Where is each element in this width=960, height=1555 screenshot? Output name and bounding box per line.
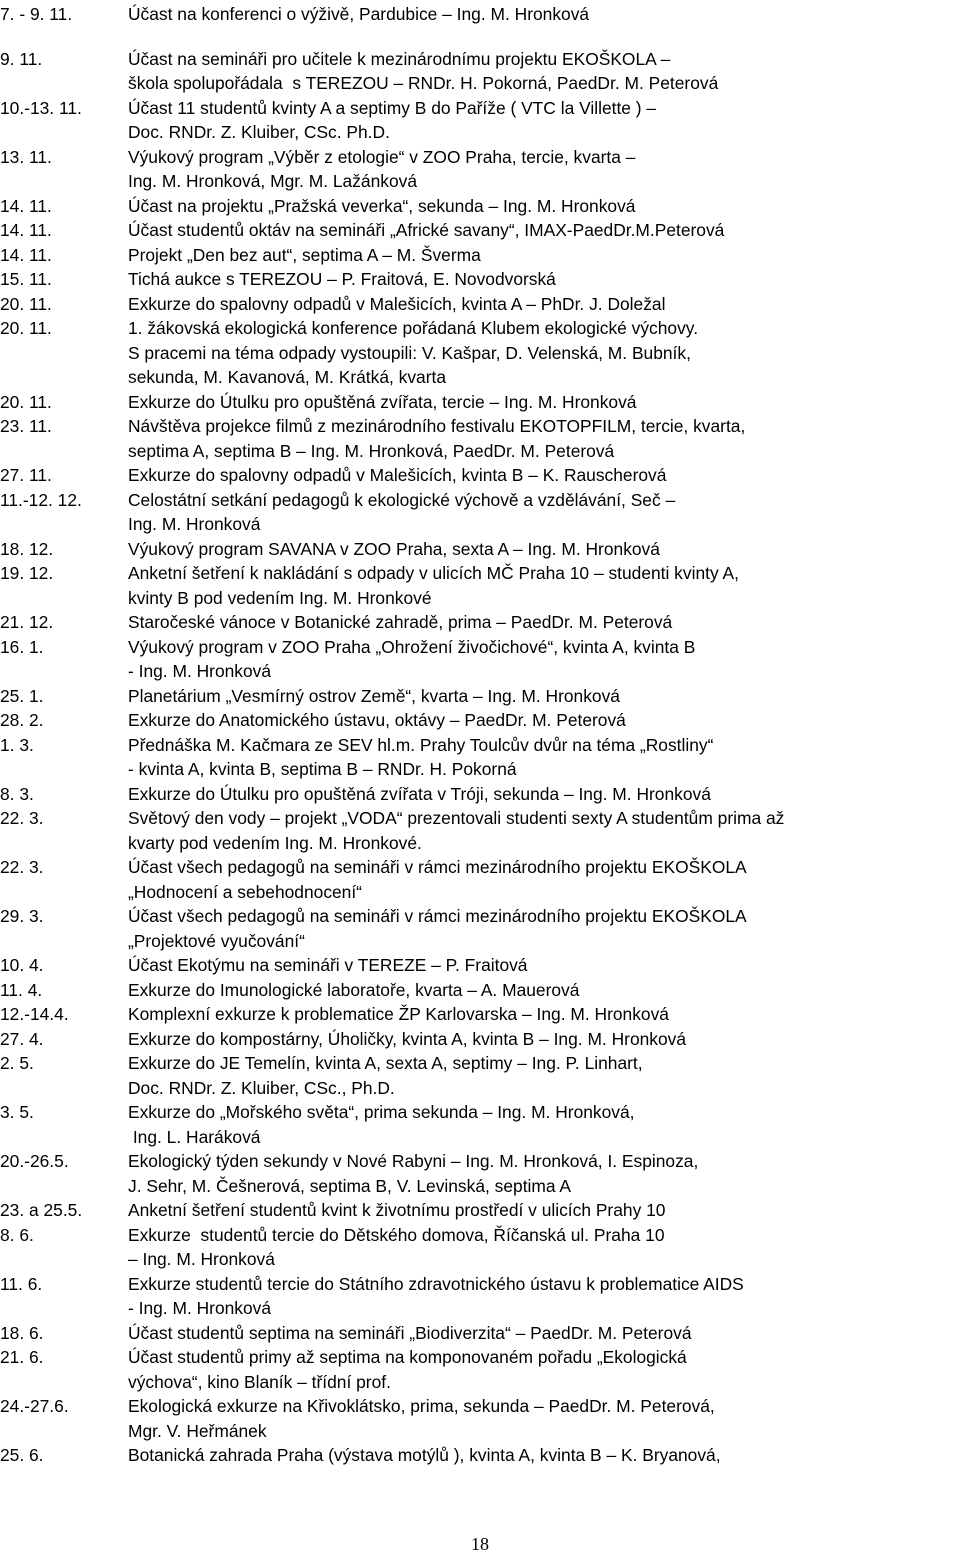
event-date: 22. 3.	[0, 857, 44, 877]
event-description	[128, 733, 960, 782]
event-line: Botanická zahrada Praha (výstava motýlů ), kvinta A, kvinta B – K. Bryanová,	[128, 1445, 721, 1465]
event-date: 8. 3.	[0, 783, 34, 804]
event-line: Ekologický týden sekundy v Nové Rabyni – Ing. M. Hronková, I. Espinoza,	[128, 1151, 699, 1171]
event-description	[128, 1223, 960, 1272]
event-description	[128, 1051, 960, 1100]
event-date: 7. - 9. 11.	[0, 4, 73, 24]
event-date: 2. 5.	[0, 1053, 34, 1073]
event-entry	[0, 218, 960, 243]
event-line: „Projektové vyučování“	[128, 930, 305, 951]
event-line: Výukový program v ZOO Praha „Ohrožení živočichové“, kvinta A, kvinta B	[128, 636, 696, 657]
event-line: Účast na projektu „Pražská veverka“, sekunda – Ing. M. Hronková	[128, 195, 636, 216]
event-entry	[0, 1345, 960, 1394]
event-line: Planetárium „Vesmírný ostrov Země“, kvarta – Ing. M. Hronková	[128, 685, 620, 706]
event-date: 11. 6.	[0, 1273, 43, 1294]
event-list	[0, 2, 960, 1468]
event-line: Účast studentů oktáv na semináři „Africké savany“, IMAX-PaedDr.M.Peterová	[128, 220, 725, 240]
event-date: 8. 6.	[0, 1224, 34, 1245]
event-date: 12.-14.4.	[0, 1004, 69, 1024]
event-line: 1. žákovská ekologická konference pořádaná Klubem ekologické výchovy.	[128, 318, 699, 338]
event-description	[128, 978, 960, 1003]
event-line: Exkurze do „Mořského světa“, prima sekunda – Ing. M. Hronková,	[128, 1102, 635, 1122]
event-description	[128, 1321, 960, 1346]
event-entry	[0, 1321, 960, 1346]
event-line: Exkurze do kompostárny, Úholičky, kvinta A, kvinta B – Ing. M. Hronková	[128, 1028, 687, 1049]
event-line: Ekologická exkurze na Křivoklátsko, prima, sekunda – PaedDr. M. Peterová,	[128, 1396, 715, 1416]
event-entry	[0, 194, 960, 219]
event-date: 18. 6.	[0, 1322, 44, 1343]
event-date: 25. 1.	[0, 685, 44, 706]
event-description	[128, 390, 960, 415]
event-entry	[0, 267, 960, 292]
event-entry	[0, 855, 960, 904]
event-entry	[0, 1051, 960, 1100]
event-description	[128, 194, 960, 219]
event-entry	[0, 1198, 960, 1223]
event-line: Přednáška M. Kačmara ze SEV hl.m. Prahy Toulcův dvůr na téma „Rostliny“	[128, 734, 714, 755]
event-description	[128, 806, 960, 855]
event-date: 21. 12.	[0, 612, 54, 632]
event-entry	[0, 904, 960, 953]
event-date: 13. 11.	[0, 146, 52, 167]
event-description	[128, 145, 960, 194]
event-line: Návštěva projekce filmů z mezinárodního festivalu EKOTOPFILM, tercie, kvarta,	[128, 416, 746, 436]
event-entry	[0, 684, 960, 709]
event-description	[128, 782, 960, 807]
event-line: Exkurze do Útulku pro opuštěná zvířata v Tróji, sekunda – Ing. M. Hronková	[128, 783, 711, 804]
spacer	[0, 27, 960, 47]
event-entry	[0, 561, 960, 610]
event-entry	[0, 1394, 960, 1443]
event-description	[128, 1345, 960, 1394]
event-entry	[0, 1272, 960, 1321]
event-description	[128, 218, 960, 243]
event-line: kvarty pod vedením Ing. M. Hronkové.	[128, 832, 422, 853]
event-line: Účast Ekotýmu na semináři v TEREZE – P. Fraitová	[128, 955, 528, 975]
event-line: S pracemi na téma odpady vystoupili: V. Kašpar, D. Velenská, M. Bubník,	[128, 342, 691, 363]
event-date: 23. a 25.5.	[0, 1200, 83, 1220]
event-line: Účast studentů septima na semináři „Biodiverzita“ – PaedDr. M. Peterová	[128, 1322, 692, 1343]
event-line: Anketní šetření k nakládání s odpady v ulicích MČ Praha 10 – studenti kvinty A,	[128, 563, 739, 583]
event-line: kvinty B pod vedením Ing. M. Hronkové	[128, 587, 432, 608]
event-description	[128, 47, 960, 96]
event-description	[128, 488, 960, 537]
event-description	[128, 1394, 960, 1443]
event-description	[128, 2, 960, 27]
event-line: Účast všech pedagogů na semináři v rámci mezinárodního projektu EKOŠKOLA	[128, 906, 747, 926]
event-line: Exkurze do Imunologické laboratoře, kvarta – A. Mauerová	[128, 979, 580, 1000]
event-entry	[0, 806, 960, 855]
event-date: 24.-27.6.	[0, 1396, 69, 1416]
event-date: 10. 4.	[0, 955, 44, 975]
event-entry	[0, 708, 960, 733]
event-line: Doc. RNDr. Z. Kluiber, CSc., Ph.D.	[128, 1077, 395, 1098]
event-description	[128, 1272, 960, 1321]
event-entry	[0, 537, 960, 562]
event-date: 28. 2.	[0, 710, 44, 730]
event-description	[128, 537, 960, 562]
event-description	[128, 684, 960, 709]
event-description	[128, 561, 960, 610]
event-line: Exkurze do spalovny odpadů v Malešicích, kvinta A – PhDr. J. Doležal	[128, 293, 666, 314]
event-description	[128, 1002, 960, 1027]
event-entry	[0, 733, 960, 782]
event-entry	[0, 292, 960, 317]
event-description	[128, 904, 960, 953]
event-line: Exkurze do JE Temelín, kvinta A, sexta A, septimy – Ing. P. Linhart,	[128, 1053, 643, 1073]
event-line: septima A, septima B – Ing. M. Hronková, PaedDr. M. Peterová	[128, 440, 615, 461]
event-entry	[0, 953, 960, 978]
page-number: 18	[471, 1534, 489, 1554]
event-description	[128, 1100, 960, 1149]
event-line: sekunda, M. Kavanová, M. Krátká, kvarta	[128, 367, 447, 387]
event-line: Anketní šetření studentů kvint k životnímu prostředí v ulicích Prahy 10	[128, 1200, 666, 1220]
event-date: 19. 12.	[0, 563, 54, 583]
event-description	[128, 635, 960, 684]
event-line: - Ing. M. Hronková	[128, 661, 272, 681]
event-date: 25. 6.	[0, 1445, 44, 1465]
event-date: 11.-12. 12.	[0, 489, 82, 510]
event-description	[128, 1443, 960, 1468]
event-entry	[0, 782, 960, 807]
event-date: 20. 11.	[0, 293, 52, 314]
event-entry	[0, 1100, 960, 1149]
event-line: Účast na semináři pro učitele k mezinárodnímu projektu EKOŠKOLA –	[128, 48, 671, 69]
event-entry	[0, 145, 960, 194]
event-date: 1. 3.	[0, 734, 34, 755]
event-description	[128, 267, 960, 292]
event-date: 9. 11.	[0, 48, 43, 69]
event-date: 20.-26.5.	[0, 1151, 69, 1171]
event-entry	[0, 316, 960, 390]
event-date: 10.-13. 11.	[0, 97, 82, 118]
event-date: 14. 11.	[0, 244, 52, 265]
event-line: Exkurze do Útulku pro opuštěná zvířata, tercie – Ing. M. Hronková	[128, 391, 637, 412]
event-entry	[0, 96, 960, 145]
event-entry	[0, 1223, 960, 1272]
event-description	[128, 953, 960, 978]
event-line: Exkurze do spalovny odpadů v Malešicích, kvinta B – K. Rauscherová	[128, 465, 667, 485]
event-line: „Hodnocení a sebehodnocení“	[128, 881, 362, 902]
event-line: Doc. RNDr. Z. Kluiber, CSc. Ph.D.	[128, 122, 390, 142]
event-entry	[0, 1002, 960, 1027]
event-line: Ing. L. Haráková	[128, 1126, 261, 1147]
event-date: 18. 12.	[0, 538, 54, 559]
event-entry	[0, 2, 960, 27]
event-line: Výukový program SAVANA v ZOO Praha, sexta A – Ing. M. Hronková	[128, 538, 660, 559]
event-entry	[0, 1027, 960, 1052]
event-line: Ing. M. Hronková, Mgr. M. Lažánková	[128, 171, 417, 191]
event-entry	[0, 635, 960, 684]
event-entry	[0, 414, 960, 463]
event-description	[128, 316, 960, 390]
event-description	[128, 1198, 960, 1223]
event-date: 20. 11.	[0, 318, 52, 338]
event-line: Exkurze do Anatomického ústavu, oktávy – PaedDr. M. Peterová	[128, 710, 626, 730]
event-line: – Ing. M. Hronková	[128, 1249, 275, 1269]
event-description	[128, 1027, 960, 1052]
event-entry	[0, 47, 960, 96]
event-description	[128, 243, 960, 268]
event-description	[128, 1149, 960, 1198]
event-line: Staročeské vánoce v Botanické zahradě, prima – PaedDr. M. Peterová	[128, 612, 673, 632]
event-entry	[0, 463, 960, 488]
event-entry	[0, 243, 960, 268]
event-description	[128, 708, 960, 733]
event-line: Exkurze studentů tercie do Dětského domova, Říčanská ul. Praha 10	[128, 1224, 665, 1245]
event-line: Výukový program „Výběr z etologie“ v ZOO Praha, tercie, kvarta –	[128, 146, 636, 167]
event-description	[128, 610, 960, 635]
event-line: Tichá aukce s TEREZOU – P. Fraitová, E. Novodvorská	[128, 269, 556, 289]
event-line: - kvinta A, kvinta B, septima B – RNDr. H. Pokorná	[128, 759, 517, 779]
event-date: 22. 3.	[0, 808, 44, 828]
event-line: Účast všech pedagogů na semináři v rámci mezinárodního projektu EKOŠKOLA	[128, 857, 747, 877]
event-line: Celostátní setkání pedagogů k ekologické výchově a vzdělávání, Seč –	[128, 489, 676, 510]
event-entry	[0, 390, 960, 415]
event-line: Exkurze studentů tercie do Státního zdravotnického ústavu k problematice AIDS	[128, 1273, 744, 1294]
event-description	[128, 292, 960, 317]
event-date: 21. 6.	[0, 1347, 44, 1367]
event-entry	[0, 1149, 960, 1198]
event-date: 3. 5.	[0, 1102, 34, 1122]
event-line: škola spolupořádala s TEREZOU – RNDr. H. Pokorná, PaedDr. M. Peterová	[128, 73, 719, 93]
event-date: 27. 4.	[0, 1028, 44, 1049]
event-date: 27. 11.	[0, 465, 52, 485]
event-date: 14. 11.	[0, 195, 52, 216]
event-date: 11. 4.	[0, 979, 43, 1000]
event-entry	[0, 1443, 960, 1468]
event-line: Ing. M. Hronková	[128, 514, 261, 534]
event-date: 16. 1.	[0, 636, 44, 657]
event-line: výchova“, kino Blaník – třídní prof.	[128, 1371, 391, 1392]
event-description	[128, 96, 960, 145]
event-line: Účast studentů primy až septima na komponovaném pořadu „Ekologická	[128, 1347, 687, 1367]
event-date: 29. 3.	[0, 906, 44, 926]
event-entry	[0, 488, 960, 537]
event-entry	[0, 610, 960, 635]
event-description	[128, 463, 960, 488]
event-description	[128, 414, 960, 463]
event-date: 20. 11.	[0, 391, 52, 412]
event-date: 14. 11.	[0, 220, 52, 240]
event-date: 15. 11.	[0, 269, 52, 289]
event-entry	[0, 978, 960, 1003]
event-line: Účast na konferenci o výživě, Pardubice – Ing. M. Hronková	[128, 4, 590, 24]
event-line: J. Sehr, M. Češnerová, septima B, V. Levinská, septima A	[128, 1175, 572, 1196]
event-line: Projekt „Den bez aut“, septima A – M. Šverma	[128, 244, 481, 265]
event-line: - Ing. M. Hronková	[128, 1298, 272, 1318]
event-date: 23. 11.	[0, 416, 52, 436]
event-description	[128, 855, 960, 904]
event-line: Komplexní exkurze k problematice ŽP Karlovarska – Ing. M. Hronková	[128, 1004, 669, 1024]
event-line: Světový den vody – projekt „VODA“ prezentovali studenti sexty A studentům prima až	[128, 808, 785, 828]
event-line: Účast 11 studentů kvinty A a septimy B do Paříže ( VTC la Villette ) –	[128, 97, 657, 118]
event-line: Mgr. V. Heřmánek	[128, 1420, 267, 1441]
